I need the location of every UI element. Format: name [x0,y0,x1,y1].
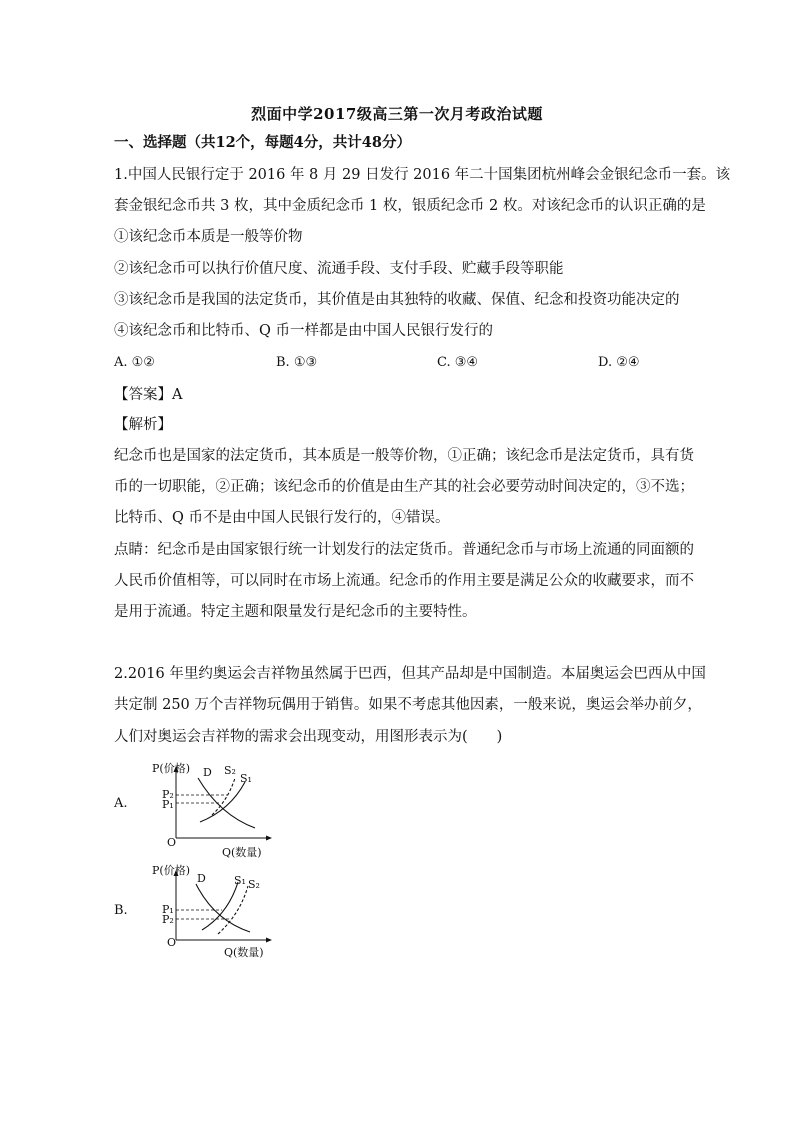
graph-a-origin-label: O [167,836,177,849]
q2-stem-line-3: 人们对奥运会吉祥物的需求会出现变动，用图形表示为( ) [114,729,503,745]
q1-stem-line-1: 1.中国人民银行定于 2016 年 8 月 29 日发行 2016 年二十国集团杭州峰会金银纪念币一套。该 [114,167,731,183]
q1-option-d: D. ②④ [598,355,640,370]
graph-b-origin-label: O [167,936,177,949]
q1-item-3: ③该纪念币是我国的法定货币，其价值是由其独特的收藏、保值、纪念和投资功能决定的 [114,292,680,308]
q1-item-4: ④该纪念币和比特币、Q 币一样都是由中国人民银行发行的 [114,323,493,339]
q1-stem-line-2: 套金银纪念币共 3 枚，其中金质纪念币 1 枚，银质纪念币 2 枚。对该纪念币的认识正确的是 [114,198,706,214]
q1-answer: 【答案】A [114,387,183,403]
graph-a-y-axis-label: P(价格) [152,762,190,775]
graph-a-curve-s1-label: S₁ [240,772,252,785]
graph-b-x-axis-label: Q(数量) [224,946,264,959]
section-heading: 一、选择题（共12个，每题4分，共计48分） [114,134,411,151]
graph-a-curve-s2-label: S₂ [224,764,236,777]
q1-analysis-line-3: 比特币、Q 币不是由中国人民银行发行的，④错误。 [114,510,450,526]
q1-note-line-1: 点睛：纪念币是由国家银行统一计划发行的法定货币。普通纪念币与市场上流通的同面额的 [114,542,694,558]
graph-b-price-label-lower: P₂ [162,913,174,926]
q1-option-a: A. ①② [114,355,155,370]
graph-a-x-axis-label: Q(数量) [222,846,262,859]
q2-stem-line-2: 共定制 250 万个吉祥物玩偶用于销售。如果不考虑其他因素，一般来说，奥运会举办前夕， [114,697,702,713]
graph-a-curve-d-label: D [203,766,212,779]
q2-option-b: B. [114,903,128,918]
q1-analysis-line-1: 纪念币也是国家的法定货币，其本质是一般等价物，①正确；该纪念币是法定货币，具有货 [114,448,694,464]
graph-b-curve-d-label: D [197,872,206,885]
q2-graph-b [150,862,280,962]
q2-stem-line-1: 2.2016 年里约奥运会吉祥物虽然属于巴西，但其产品却是中国制造。本届奥运会巴西从中国 [114,666,706,682]
graph-b-curve-s2-label: S₂ [248,878,260,891]
q1-note-line-2: 人民币价值相等，可以同时在市场上流通。纪念币的作用主要是满足公众的收藏要求，而不 [114,573,694,589]
q1-item-1: ①该纪念币本质是一般等价物 [114,229,303,245]
graph-a-price-label-lower: P₁ [162,798,174,811]
q2-option-a: A. [114,796,128,811]
q1-analysis-line-2: 币的一切职能，②正确；该纪念币的价值是由生产其的社会必要劳动时间决定的，③不选； [114,479,694,495]
q1-item-2: ②该纪念币可以执行价值尺度、流通手段、支付手段、贮藏手段等职能 [114,261,564,277]
q1-option-c: C. ③④ [437,355,479,370]
q1-analysis-label: 【解析】 [114,417,172,433]
graph-b-curve-s1-label: S₁ [234,874,246,887]
graph-b-price-label-upper: P₁ [162,903,174,916]
page-title: 烈面中学2017级高三第一次月考政治试题 [251,105,543,123]
q1-option-b: B. ①③ [276,355,318,370]
q2-graph-a [150,760,280,860]
graph-b-y-axis-label: P(价格) [152,864,190,877]
q1-note-line-3: 是用于流通。特定主题和限量发行是纪念币的主要特性。 [114,604,477,620]
graph-a-price-label-upper: P₂ [162,788,174,801]
